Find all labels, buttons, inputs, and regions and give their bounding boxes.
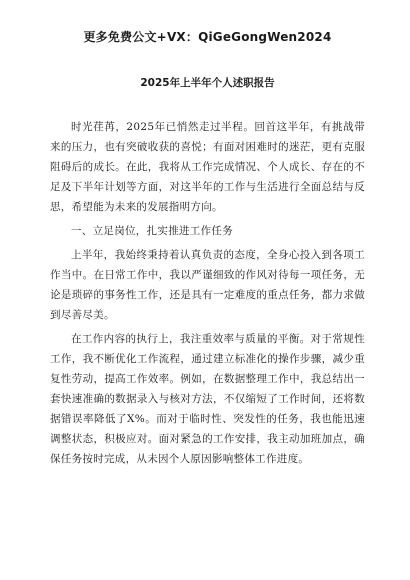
document-title: 2025年上半年个人述职报告 xyxy=(140,77,275,89)
section-heading: 一、立足岗位，扎实推进工作任务 xyxy=(71,225,233,237)
body-paragraph-1: 上半年，我始终秉持着认真负责的态度，全身心投入到各项工作当中。在日常工作中，我以严谨细致的作风对待每一项任务，无论是琐碎的事务性工作，还是具有一定难度的重点任务，都力求做到尽善尽美。 xyxy=(50,249,365,321)
promo-header: 更多免费公文+VX：QiGeGongWen2024 xyxy=(83,30,332,44)
intro-paragraph: 时光荏苒，2025年已悄然走过半程。回首这半年，有挑战带来的压力，也有突破收获的喜悦；有面对困难时的迷茫，更有克服阻碍后的成长。在此，我将从工作完成情况、个人成长、存在的不足及下半年计划等方面，对这半年的工作与生活进行全面总结与反思，希望能为未来的发展指明方向。 xyxy=(50,121,365,213)
body-paragraph-2: 在工作内容的执行上，我注重效率与质量的平衡。对于常规性工作，我不断优化工作流程，通过建立标准化的操作步骤，减少重复性劳动，提高工作效率。例如，在数据整理工作中，我总结出一套快速准确的数据录入与核对方法，不仅缩短了工作时间，还将数据错误率降低了X%。而对于临时性、突发性的任务，我也能迅速调整状态，积极应对。面对紧急的工作安排，我主动加班加点，确保任务按时完成，从未因个人原因影响整体工作进度。 xyxy=(50,333,365,465)
